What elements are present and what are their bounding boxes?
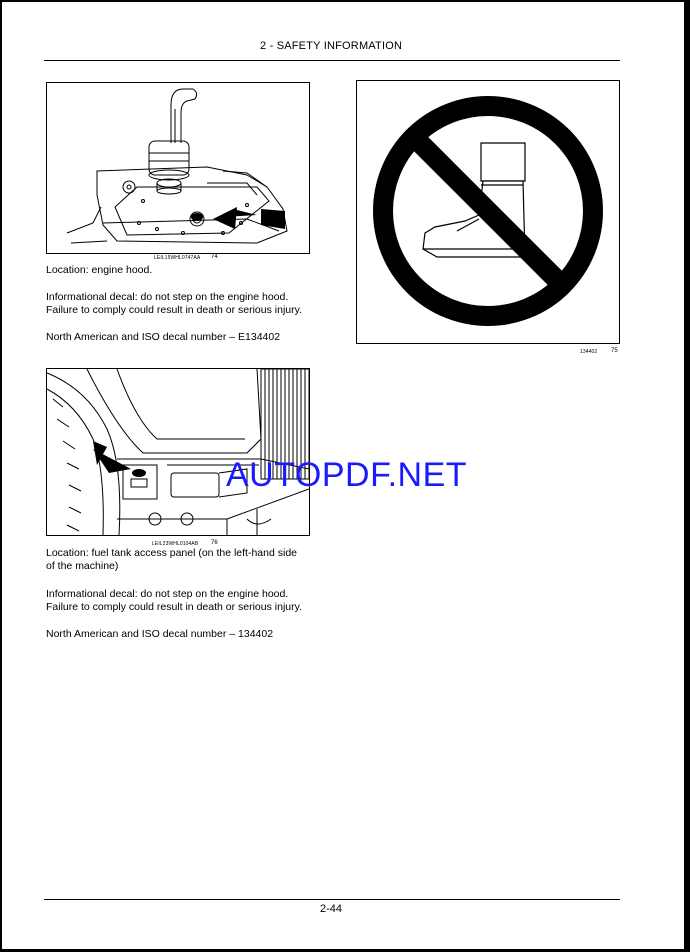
block2-location-line1: Location: fuel tank access panel (on the left-hand side — [46, 547, 297, 559]
figure-75-number: 75 — [611, 348, 618, 354]
footer-rule — [44, 899, 620, 900]
engine-hood-illustration — [47, 83, 309, 253]
block1-decal-number: North American and ISO decal number – E134402 — [46, 331, 281, 343]
figure-76-number: 76 — [211, 540, 218, 546]
figure-no-step-decal — [356, 80, 620, 344]
figure-74-number: 74 — [211, 254, 218, 260]
block1-decal-line1: Informational decal: do not step on the engine hood. — [46, 291, 289, 303]
figure-engine-hood — [46, 82, 310, 254]
header-rule — [44, 60, 620, 61]
fuel-tank-panel-illustration — [47, 369, 309, 535]
block1-location: Location: engine hood. — [46, 264, 153, 276]
figure-76-code: LEIL23WHL0104AB — [152, 541, 199, 547]
block2-decal-line2: Failure to comply could result in death or serious injury. — [46, 601, 303, 613]
page-number: 2-44 — [320, 903, 343, 915]
block1-decal-line2: Failure to comply could result in death or serious injury. — [46, 304, 303, 316]
no-step-icon — [357, 81, 619, 343]
block2-decal-number: North American and ISO decal number – 134402 — [46, 628, 274, 640]
watermark-text: AUTOPDF.NET — [226, 456, 468, 494]
figure-75-code: 134402 — [580, 349, 598, 355]
figure-fuel-tank-panel — [46, 368, 310, 536]
page-header-title: 2 - SAFETY INFORMATION — [260, 40, 403, 52]
manual-page — [2, 2, 684, 949]
figure-74-code: LEIL15WHL0747AA — [154, 255, 201, 261]
block2-decal-line1: Informational decal: do not step on the engine hood. — [46, 588, 289, 600]
block2-location-line2: of the machine) — [46, 560, 119, 572]
